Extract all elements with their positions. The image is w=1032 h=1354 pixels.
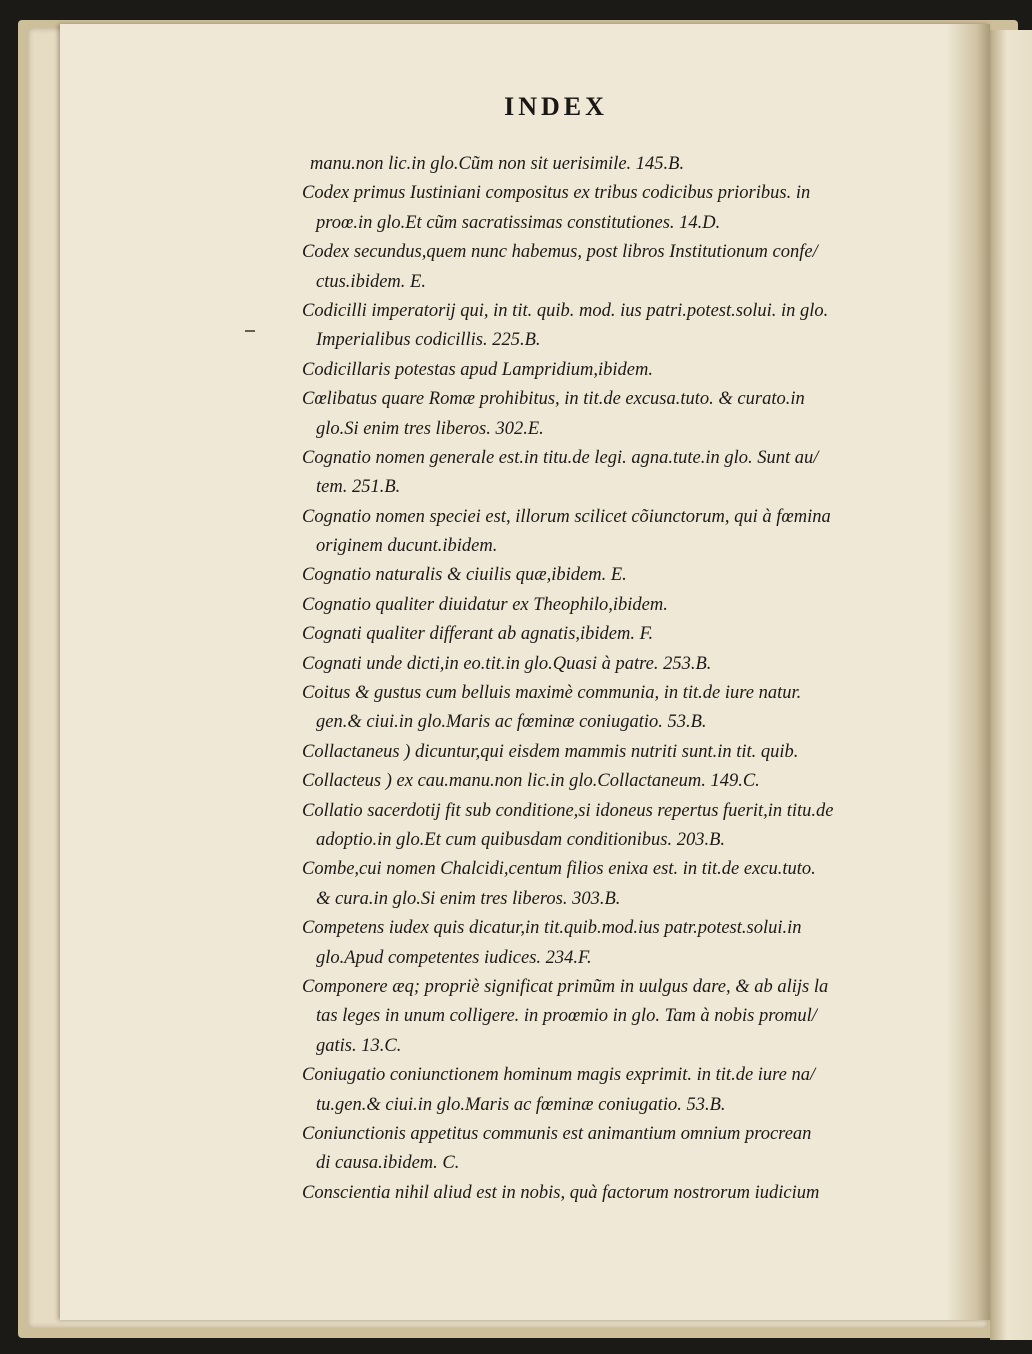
index-line: originem ducunt.ibidem. <box>316 536 498 557</box>
index-line: tem. 251.B. <box>316 477 401 498</box>
index-line: gen.& ciui.in glo.Maris ac fœminæ coniugatio. 53.B. <box>316 712 707 733</box>
index-line: adoptio.in glo.Et cum quibusdam conditionibus. 203.B. <box>316 829 726 850</box>
facing-page-edge <box>990 30 1032 1340</box>
index-line: Collatio sacerdotij fit sub conditione,si idoneus repertus fuerit,in titu.de <box>302 800 834 821</box>
index-line: Cœlibatus quare Romæ prohibitus, in tit.de excusa.tuto. & curato.in <box>302 389 805 410</box>
index-line: tu.gen.& ciui.in glo.Maris ac fœminæ coniugatio. 53.B. <box>316 1094 726 1115</box>
index-line: Codicilli imperatorij qui, in tit. quib. mod. ius patri.potest.solui. in glo. <box>302 300 829 321</box>
index-line: Competens iudex quis dicatur,in tit.quib.mod.ius patr.potest.solui.in <box>302 918 802 939</box>
index-line: Imperialibus codicillis. 225.B. <box>316 330 541 351</box>
index-line: Codicillaris potestas apud Lampridium,ibidem. <box>302 359 654 380</box>
index-line: Collactaneus ) dicuntur,qui eisdem mammis nutriti sunt.in tit. quib. <box>302 741 799 762</box>
index-line: Cognati unde dicti,in eo.tit.in glo.Quasi à patre. 253.B. <box>302 653 712 674</box>
index-line: & cura.in glo.Si enim tres liberos. 303.B. <box>316 888 621 909</box>
index-line: Cognati qualiter differant ab agnatis,ibidem. F. <box>302 624 654 645</box>
margin-mark <box>245 330 255 332</box>
index-line: glo.Apud competentes iudices. 234.F. <box>316 947 592 968</box>
index-line: Coniugatio coniunctionem hominum magis exprimit. in tit.de iure na/ <box>302 1065 816 1086</box>
index-line: di causa.ibidem. C. <box>316 1153 460 1174</box>
index-line: Combe,cui nomen Chalcidi,centum filios enixa est. in tit.de excu.tuto. <box>302 859 816 880</box>
index-line: glo.Si enim tres liberos. 302.E. <box>316 418 544 439</box>
index-line: Cognatio qualiter diuidatur ex Theophilo,ibidem. <box>302 594 668 615</box>
index-line: manu.non lic.in glo.Cũm non sit uerisimile. 145.B. <box>310 154 685 174</box>
index-line: Cognatio nomen generale est.in titu.de legi. agna.tute.in glo. Sunt au/ <box>302 447 819 468</box>
page-heading: INDEX <box>504 92 608 121</box>
index-line: tas leges in unum colligere. in proœmio in glo. Tam à nobis promul/ <box>316 1006 817 1027</box>
index-line: Coniunctionis appetitus communis est animantium omnium procrean <box>302 1123 812 1144</box>
index-line: Collacteus ) ex cau.manu.non lic.in glo.Collactaneum. 149.C. <box>302 771 760 792</box>
index-line: Cognatio naturalis & ciuilis quæ,ibidem. E. <box>302 565 627 586</box>
index-line: Cognatio nomen speciei est, illorum scilicet cõiunctorum, qui à fœmina <box>302 506 831 527</box>
index-line: gatis. 13.C. <box>316 1035 402 1056</box>
index-entries <box>302 150 912 1208</box>
index-line: ctus.ibidem. E. <box>316 271 426 292</box>
index-line: Codex primus Iustiniani compositus ex tribus codicibus prioribus. in <box>302 183 811 204</box>
page-gutter <box>946 24 990 1320</box>
index-line: proœ.in glo.Et cũm sacratissimas constitutiones. 14.D. <box>316 212 721 233</box>
index-line: Codex secundus,quem nunc habemus, post libros Institutionum confe/ <box>302 242 818 263</box>
index-line: Coitus & gustus cum belluis maximè communia, in tit.de iure natur. <box>302 683 802 704</box>
index-line: Componere æq; propriè significat primũm in uulgus dare, & ab alijs la <box>302 976 829 997</box>
index-line: Conscientia nihil aliud est in nobis, quà factorum nostrorum iudicium <box>302 1182 820 1203</box>
